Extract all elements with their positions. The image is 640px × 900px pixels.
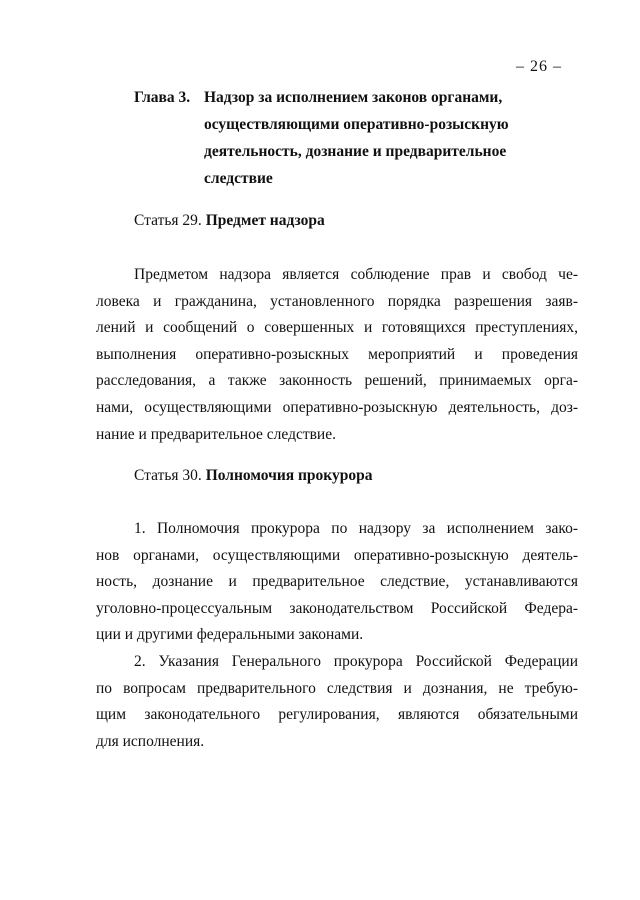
article-30-label: Статья 30.: [134, 467, 202, 484]
paragraph-line: Предметом надзора является соблюдение прав и свобод че-: [134, 266, 578, 283]
paragraph-line: щим законодательного регулирования, являются обязательными: [96, 706, 578, 724]
chapter-title-line: Надзор за исполнением законов органами,: [204, 89, 503, 106]
article-29-paragraph: [96, 262, 578, 448]
page-number: – 26 –: [516, 58, 562, 75]
paragraph-line: 2. Указания Генерального прокурора Российской Федерации: [134, 653, 578, 670]
paragraph-line: лений и сообщений о совершенных и готовящихся преступлениях,: [96, 319, 578, 337]
paragraph-line: расследования, а также законность решений, принимаемых орга-: [96, 372, 578, 390]
paragraph-line: 1. Полномочия прокурора по надзору за исполнением зако-: [134, 520, 578, 537]
article-29-title: Предмет надзора: [205, 212, 325, 229]
paragraph-line: выполнения оперативно-розыскных мероприятий и проведения: [96, 345, 578, 363]
chapter-title-line: осуществляющими оперативно-розыскную: [204, 116, 509, 133]
paragraph-line: нами, осуществляющими оперативно-розыскную деятельность, доз-: [96, 398, 578, 416]
paragraph-line: по вопросам предварительного следствия и дознания, не требую-: [96, 679, 578, 697]
paragraph-line: ловека и гражданина, установленного порядка разрешения заяв-: [96, 292, 578, 310]
article-29-heading: [134, 212, 325, 230]
article-30-title: Полномочия прокурора: [205, 467, 373, 484]
paragraph-line: ции и другими федеральными законами.: [96, 626, 364, 644]
chapter-title: [204, 84, 564, 192]
chapter-title-line: следствие: [204, 170, 273, 187]
article-30-paragraph-1: [96, 516, 578, 649]
paragraph-line: уголовно-процессуальным законодательством Российской Федера-: [96, 599, 578, 617]
paragraph-line: нов органами, осуществляющими оперативно-розыскную деятель-: [96, 546, 578, 564]
chapter-label: Глава 3.: [134, 89, 191, 106]
paragraph-line: для исполнения.: [96, 732, 205, 750]
paragraph-line: ность, дознание и предварительное следствие, устанавливаются: [96, 573, 578, 591]
chapter-title-line: деятельность, дознание и предварительное: [204, 143, 507, 160]
article-30-paragraph-2: [96, 649, 578, 755]
article-30-heading: [134, 467, 373, 485]
paragraph-line: нание и предварительное следствие.: [96, 425, 336, 443]
article-29-label: Статья 29.: [134, 212, 202, 229]
